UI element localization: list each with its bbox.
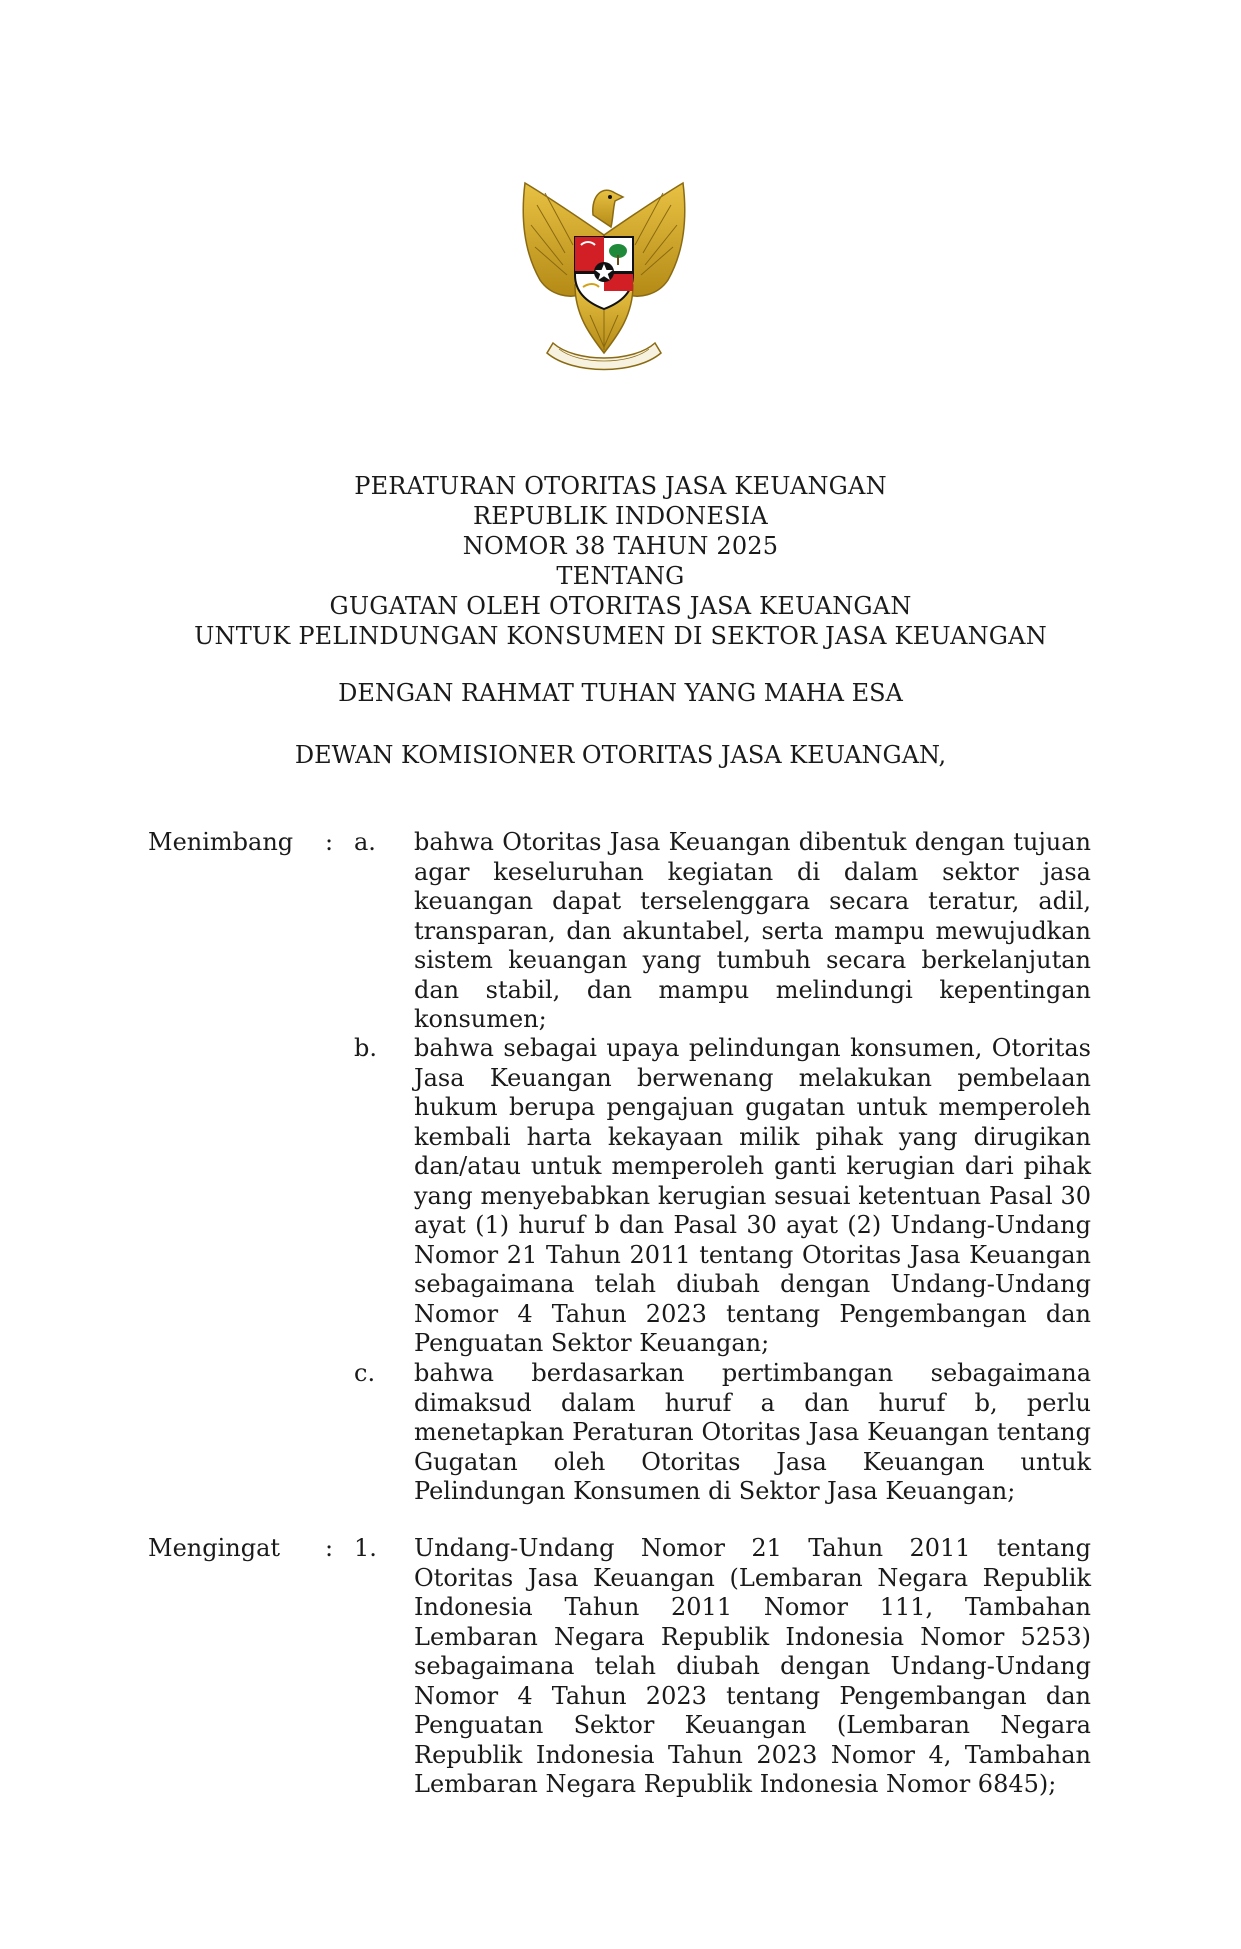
text-line: keuangan dapat terselenggara secara teratur, adil, — [414, 887, 1091, 915]
text-line: kembali harta kekayaan milik pihak yang dirugikan — [414, 1122, 1091, 1151]
heading-line-country: REPUBLIK INDONESIA — [473, 502, 768, 530]
invocation: DENGAN RAHMAT TUHAN YANG MAHA ESA — [338, 679, 903, 707]
text-line: Lembaran Negara Republik Indonesia Nomor 6845); — [414, 1770, 1057, 1798]
text-line: Pelindungan Konsumen di Sektor Jasa Keuangan; — [414, 1477, 1016, 1505]
menimbang-label: Menimbang — [148, 828, 294, 856]
text-line: Lembaran Negara Republik Indonesia Nomor 5253) — [414, 1622, 1091, 1651]
text-line: dan stabil, dan mampu melindungi kepentingan — [414, 975, 1091, 1004]
mengingat-marker-1: 1. — [354, 1534, 377, 1562]
text-line: Penguatan Sektor Keuangan; — [414, 1329, 770, 1357]
menimbang-item-b — [414, 1034, 1091, 1359]
text-line: Undang-Undang Nomor 21 Tahun 2011 tentang — [414, 1534, 1091, 1562]
heading-line-about: TENTANG — [556, 562, 685, 590]
menimbang-marker-c: c. — [354, 1359, 376, 1387]
mengingat-colon: : — [325, 1534, 334, 1562]
text-line: sistem keuangan yang tumbuh secara berkelanjutan — [414, 946, 1091, 974]
text-line: Nomor 4 Tahun 2023 tentang Pengembangan dan — [414, 1299, 1091, 1328]
garuda-emblem-icon — [515, 175, 693, 380]
regulation-heading — [0, 471, 1241, 651]
text-line: hukum berupa pengajuan gugatan untuk memperoleh — [414, 1093, 1091, 1121]
text-line: Republik Indonesia Tahun 2023 Nomor 4, Tambahan — [414, 1740, 1091, 1769]
heading-line-number: NOMOR 38 TAHUN 2025 — [462, 532, 779, 560]
text-line: Penguatan Sektor Keuangan (Lembaran Negara — [414, 1711, 1091, 1739]
menimbang-marker-a: a. — [354, 828, 376, 856]
text-line: menetapkan Peraturan Otoritas Jasa Keuangan tentang — [414, 1418, 1091, 1446]
text-line: Nomor 4 Tahun 2023 tentang Pengembangan dan — [414, 1681, 1091, 1710]
text-line: sebagaimana telah diubah dengan Undang-Undang — [414, 1270, 1091, 1298]
text-line: transparan, dan akuntabel, serta mampu mewujudkan — [414, 916, 1091, 945]
text-line: konsumen; — [414, 1005, 547, 1033]
text-line: Nomor 21 Tahun 2011 tentang Otoritas Jasa Keuangan — [414, 1240, 1091, 1269]
heading-line-regulation: PERATURAN OTORITAS JASA KEUANGAN — [354, 472, 887, 500]
text-line: dimaksud dalam huruf a dan huruf b, perlu — [414, 1388, 1091, 1417]
text-line: bahwa berdasarkan pertimbangan sebagaimana — [414, 1359, 1091, 1387]
mengingat-label: Mengingat — [148, 1534, 281, 1562]
menimbang-item-a — [414, 828, 1091, 1035]
text-line: bahwa Otoritas Jasa Keuangan dibentuk dengan tujuan — [414, 828, 1091, 856]
text-line: dan/atau untuk memperoleh ganti kerugian dari pihak — [414, 1152, 1091, 1180]
heading-line-subject-1: GUGATAN OLEH OTORITAS JASA KEUANGAN — [329, 592, 912, 620]
text-line: yang menyebabkan kerugian sesuai ketentuan Pasal 30 — [414, 1181, 1091, 1210]
text-line: agar keseluruhan kegiatan di dalam sektor jasa — [414, 857, 1091, 886]
text-line: sebagaimana telah diubah dengan Undang-Undang — [414, 1652, 1091, 1680]
text-line: Indonesia Tahun 2011 Nomor 111, Tambahan — [414, 1593, 1091, 1621]
issuer: DEWAN KOMISIONER OTORITAS JASA KEUANGAN, — [294, 741, 947, 769]
menimbang-colon: : — [325, 828, 334, 856]
text-line: Otoritas Jasa Keuangan (Lembaran Negara Republik — [414, 1563, 1091, 1592]
text-line: ayat (1) huruf b dan Pasal 30 ayat (2) Undang-Undang — [414, 1211, 1091, 1239]
menimbang-item-c — [414, 1359, 1091, 1507]
menimbang-marker-b: b. — [354, 1034, 377, 1062]
mengingat-item-1 — [414, 1534, 1091, 1800]
text-line: Jasa Keuangan berwenang melakukan pembelaan — [414, 1063, 1091, 1092]
heading-line-subject-2: UNTUK PELINDUNGAN KONSUMEN DI SEKTOR JASA KEUANGAN — [194, 622, 1047, 650]
text-line: bahwa sebagai upaya pelindungan konsumen, Otoritas — [414, 1034, 1091, 1062]
text-line: Gugatan oleh Otoritas Jasa Keuangan untuk — [414, 1447, 1091, 1476]
